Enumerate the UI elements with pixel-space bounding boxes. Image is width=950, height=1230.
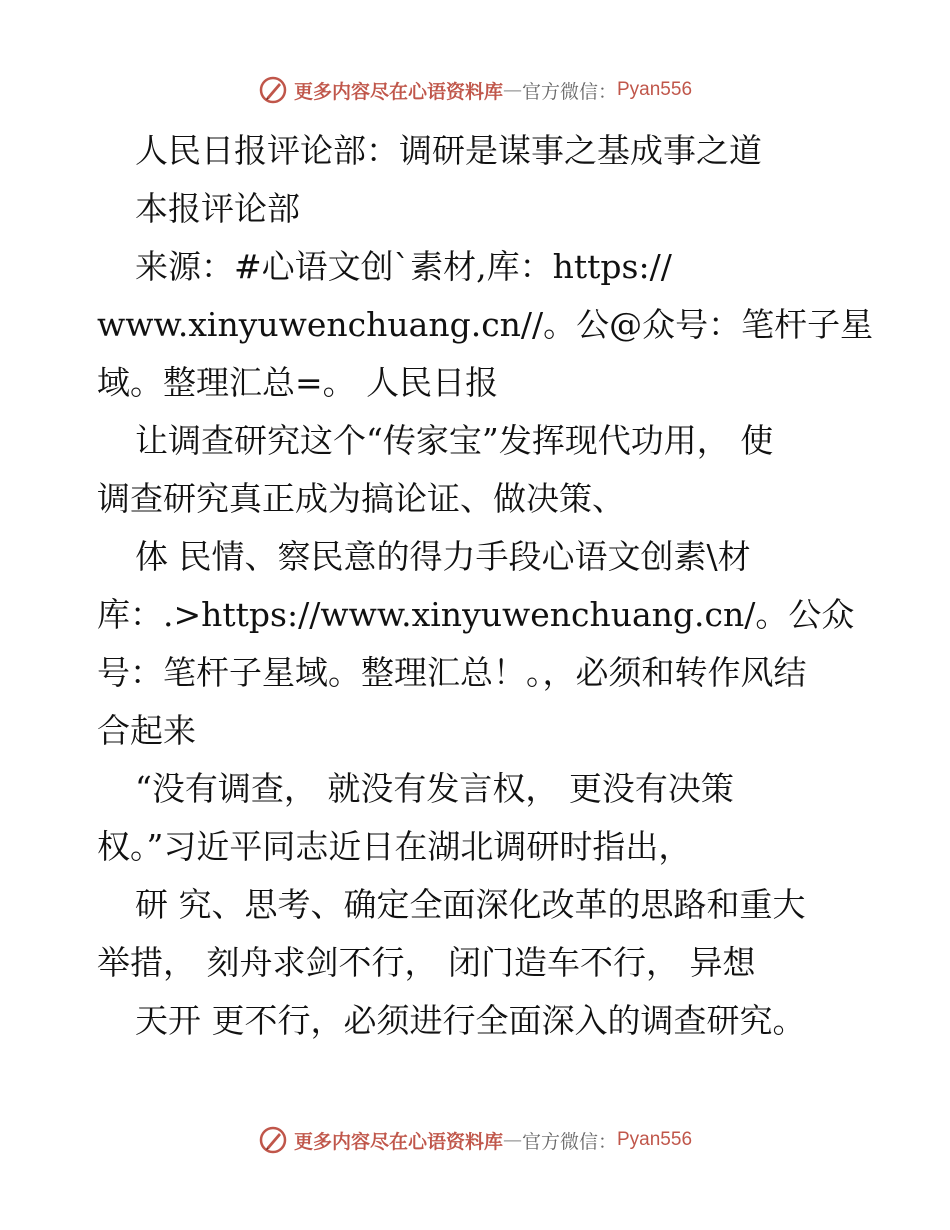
banner-wechat-id: Pyan556 <box>617 1129 693 1150</box>
document-body <box>97 122 874 1050</box>
header-watermark-banner <box>0 70 950 110</box>
text-line: 人民日报评论部：调研是谋事之基成事之道 <box>135 131 762 170</box>
text-line: 合起来 <box>97 711 196 750</box>
banner-wechat-label: 官方微信： <box>521 80 617 103</box>
text-line: 来源：#心语文创`素材,库：https:// <box>135 247 672 286</box>
banner-main-text: 更多内容尽在心语资料库 <box>293 1130 503 1153</box>
text-line: “没有调查， 就没有发言权， 更没有决策 <box>135 769 734 808</box>
text-line: 研 究、思考、确定全面深化改革的思路和重大 <box>135 885 806 924</box>
banner-separator: — <box>502 79 522 101</box>
text-line: 库：.>https://www.xinyuwenchuang.cn/。公众 <box>97 595 855 634</box>
footer-watermark-banner <box>0 1120 950 1160</box>
banner-wechat-label: 官方微信： <box>521 1130 617 1153</box>
banner-main-text: 更多内容尽在心语资料库 <box>293 80 503 103</box>
text-line: 举措， 刻舟求剑不行， 闭门造车不行， 异想 <box>97 943 756 982</box>
pen-logo-icon <box>258 1125 288 1155</box>
banner-wechat-id: Pyan556 <box>617 79 693 100</box>
text-line: 调查研究真正成为搞论证、做决策、 <box>97 479 625 518</box>
text-line: www.xinyuwenchuang.cn//。公@众号：笔杆子星 <box>97 305 874 344</box>
text-line: 号：笔杆子星域。整理汇总！。，必须和转作风结 <box>97 653 807 692</box>
text-line: 本报评论部 <box>135 189 300 228</box>
banner-separator: — <box>502 1129 522 1151</box>
text-line: 体 民情、察民意的得力手段心语文创素\材 <box>135 537 751 576</box>
text-line: 域。整理汇总=。 人民日报 <box>97 363 499 402</box>
pen-logo-icon <box>258 75 288 105</box>
text-line: 让调查研究这个“传家宝”发挥现代功用， 使 <box>135 421 774 460</box>
text-line: 天开 更不行，必须进行全面深入的调查研究。 <box>135 1001 806 1040</box>
text-line: 权。”习近平同志近日在湖北调研时指出， <box>97 827 692 866</box>
